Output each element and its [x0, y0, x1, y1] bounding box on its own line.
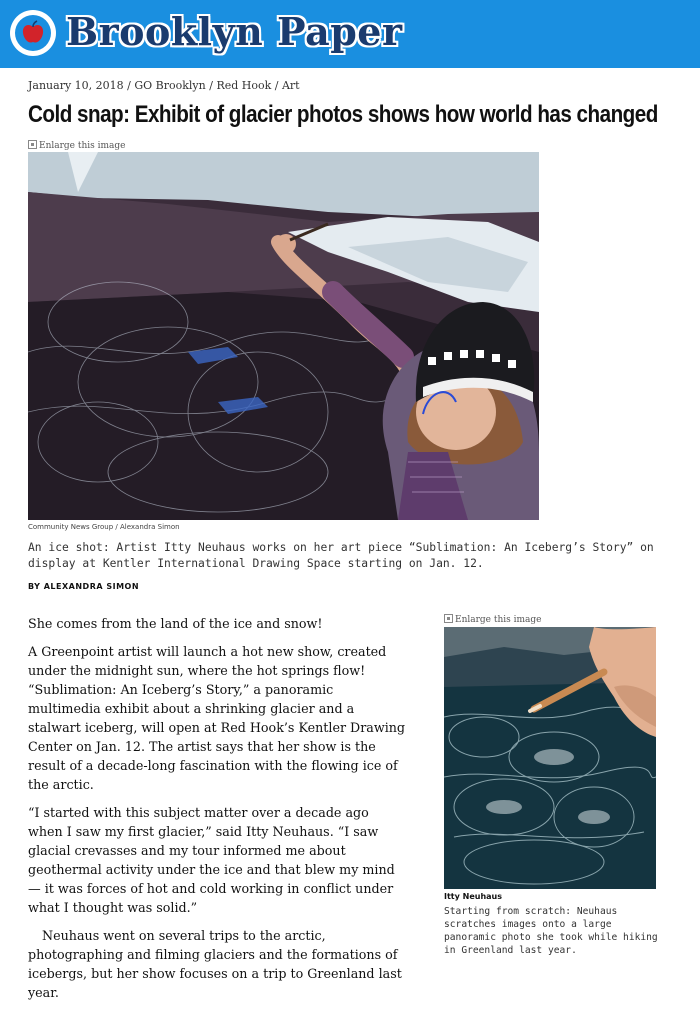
article-paragraph: Neuhaus went on several trips to the arctic, photographing and filming glaciers and the formations of icebergs, but her show focuses on a trip to Greenland last year. — [28, 928, 402, 1000]
article-date: January 10, 2018 — [28, 79, 124, 92]
enlarge-icon — [444, 614, 453, 623]
article-body — [28, 614, 406, 1011]
breadcrumb-red-hook[interactable]: Red Hook — [216, 79, 272, 92]
breadcrumb — [28, 79, 300, 92]
enlarge-label: Enlarge this image — [39, 141, 126, 151]
scratching-photo — [444, 627, 656, 889]
breadcrumb-go-brooklyn[interactable]: GO Brooklyn — [134, 79, 206, 92]
main-photo-caption: An ice shot: Artist Itty Neuhaus works on her art piece “Sublimation: An Iceberg’s Story” on display at Kentler International Drawing Space starting on Jan. 12. — [28, 541, 654, 570]
site-name[interactable]: Brooklyn Paper — [66, 9, 403, 54]
red-apple-icon — [19, 19, 47, 47]
article-paragraph: “I started with this subject matter over a decade ago when I saw my first glacier,” said Itty Neuhaus. “I saw glacial crevasses and my tour informed me about geothermal activity under the ice and that blew my mind — it was forces of hot and cold working in conflict under what I thought was solid.” — [28, 805, 395, 915]
artist-painting-photo — [28, 152, 539, 520]
main-photo[interactable] — [28, 152, 539, 520]
side-photo-caption: Starting from scratch: Neuhaus scratches images onto a large panoramic photo she took while hiking in Greenland last year. — [444, 906, 658, 956]
article-byline: BY ALEXANDRA SIMON — [28, 582, 140, 591]
article-paragraph: She comes from the land of the ice and snow! — [28, 616, 323, 631]
enlarge-icon — [28, 140, 37, 149]
article-paragraph: A Greenpoint artist will launch a hot new show, created under the midnight sun, where the hot springs flow! “Sublimation: An Iceberg’s Story,” a panoramic multimedia exhibit about a shrinking glacier and a stalwart iceberg, will open at Red Hook’s Kentler Drawing Center on Jan. 12. The artist says that her show is the result of a decade-long fascination with the flowing ice of the arctic. — [28, 644, 406, 792]
enlarge-main-image-link[interactable] — [28, 140, 126, 151]
site-logo[interactable] — [10, 10, 56, 56]
breadcrumb-separator: / — [123, 79, 135, 92]
breadcrumb-separator: / — [205, 79, 217, 92]
enlarge-side-image-link[interactable] — [444, 614, 542, 625]
side-photo[interactable] — [444, 627, 656, 889]
side-photo-credit: Itty Neuhaus — [444, 892, 502, 901]
enlarge-label: Enlarge this image — [455, 615, 542, 625]
main-photo-credit: Community News Group / Alexandra Simon — [28, 523, 180, 531]
breadcrumb-separator: / — [271, 79, 282, 92]
breadcrumb-art[interactable]: Art — [281, 79, 300, 92]
article-headline: Cold snap: Exhibit of glacier photos shows how world has changed — [28, 101, 658, 128]
masthead — [0, 0, 700, 68]
